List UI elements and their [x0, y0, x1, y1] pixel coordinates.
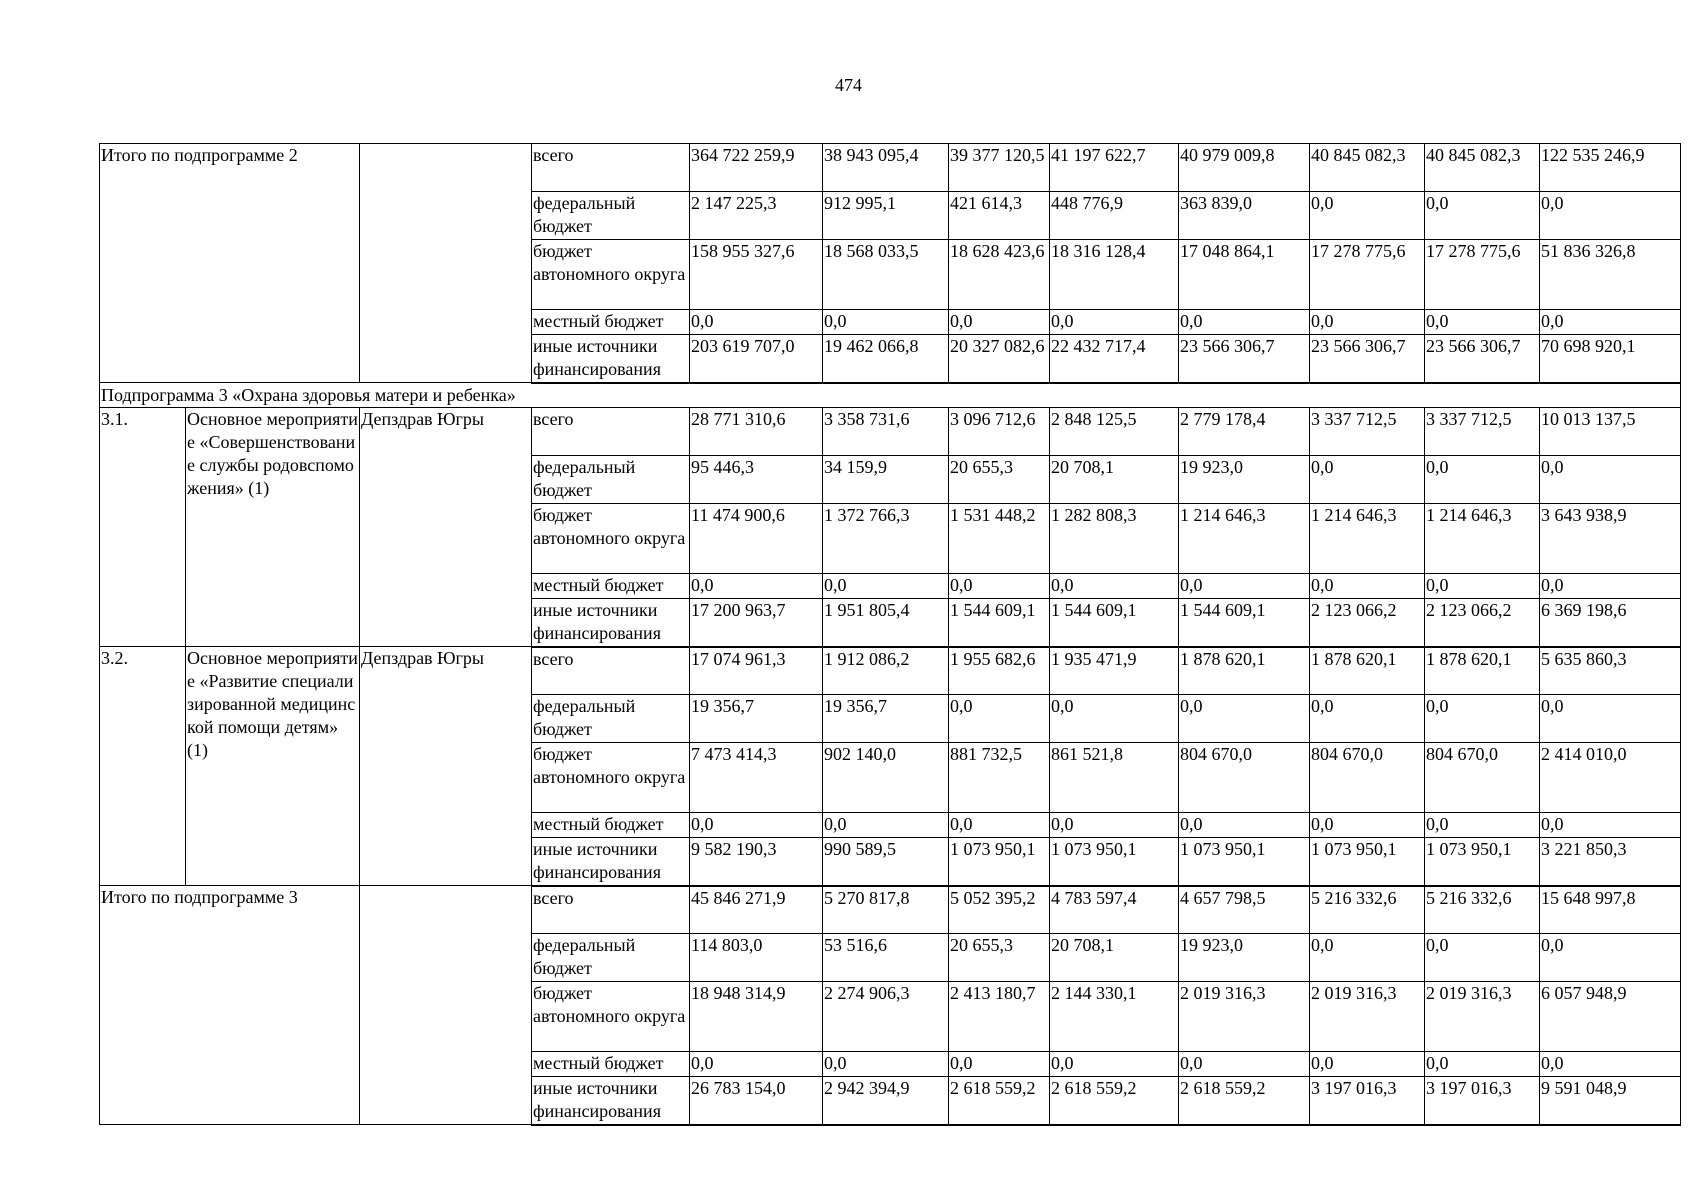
- amount-cell: 0,0: [949, 310, 1050, 335]
- amount-cell: 0,0: [1540, 813, 1681, 838]
- subprogram-title: Подпрограмма 3 «Охрана здоровья матери и ребенка»: [100, 383, 1681, 408]
- amount-cell: 0,0: [949, 574, 1050, 599]
- amount-cell: 1 951 805,4: [823, 599, 949, 647]
- amount-cell: 0,0: [1310, 574, 1425, 599]
- funding-source: федеральный бюджет: [532, 695, 690, 743]
- table-row: [100, 886, 1681, 934]
- amount-cell: 0,0: [1310, 456, 1425, 504]
- amount-cell: 3 221 850,3: [1540, 838, 1681, 886]
- amount-cell: 23 566 306,7: [1425, 335, 1540, 383]
- amount-cell: 1 544 609,1: [1179, 599, 1310, 647]
- amount-cell: 15 648 997,8: [1540, 886, 1681, 934]
- amount-cell: 53 516,6: [823, 934, 949, 982]
- amount-cell: 41 197 622,7: [1050, 144, 1179, 192]
- item-executor: Депздрав Югры: [360, 647, 532, 886]
- amount-cell: 19 462 066,8: [823, 335, 949, 383]
- amount-cell: 804 670,0: [1310, 743, 1425, 813]
- amount-cell: 114 803,0: [690, 934, 823, 982]
- amount-cell: 4 657 798,5: [1179, 886, 1310, 934]
- table-body: [100, 144, 1681, 1125]
- funding-source: федеральный бюджет: [532, 456, 690, 504]
- amount-cell: 17 278 775,6: [1310, 240, 1425, 310]
- amount-cell: 3 643 938,9: [1540, 504, 1681, 574]
- amount-cell: 0,0: [1425, 934, 1540, 982]
- funding-source: иные источники финансирования: [532, 838, 690, 886]
- amount-cell: 5 270 817,8: [823, 886, 949, 934]
- amount-cell: 19 923,0: [1179, 456, 1310, 504]
- item-executor: Депздрав Югры: [360, 408, 532, 647]
- amount-cell: 0,0: [1179, 813, 1310, 838]
- funding-source: местный бюджет: [532, 574, 690, 599]
- amount-cell: 0,0: [949, 813, 1050, 838]
- amount-cell: 2 123 066,2: [1425, 599, 1540, 647]
- amount-cell: 990 589,5: [823, 838, 949, 886]
- amount-cell: 51 836 326,8: [1540, 240, 1681, 310]
- table-row: [100, 144, 1681, 192]
- amount-cell: 0,0: [1540, 310, 1681, 335]
- amount-cell: 5 216 332,6: [1310, 886, 1425, 934]
- amount-cell: 0,0: [690, 574, 823, 599]
- amount-cell: 122 535 246,9: [1540, 144, 1681, 192]
- amount-cell: 0,0: [823, 1052, 949, 1077]
- subprogram-header-row: [100, 383, 1681, 408]
- amount-cell: 0,0: [1310, 934, 1425, 982]
- amount-cell: 19 356,7: [690, 695, 823, 743]
- amount-cell: 2 123 066,2: [1310, 599, 1425, 647]
- amount-cell: 17 278 775,6: [1425, 240, 1540, 310]
- funding-source: всего: [532, 408, 690, 456]
- funding-source: федеральный бюджет: [532, 192, 690, 240]
- amount-cell: 3 337 712,5: [1425, 408, 1540, 456]
- amount-cell: 0,0: [1050, 310, 1179, 335]
- amount-cell: 861 521,8: [1050, 743, 1179, 813]
- amount-cell: 2 413 180,7: [949, 982, 1050, 1052]
- funding-source: всего: [532, 647, 690, 695]
- amount-cell: 4 783 597,4: [1050, 886, 1179, 934]
- funding-source: бюджет автономного округа: [532, 504, 690, 574]
- amount-cell: 158 955 327,6: [690, 240, 823, 310]
- amount-cell: 2 414 010,0: [1540, 743, 1681, 813]
- amount-cell: 1 544 609,1: [949, 599, 1050, 647]
- amount-cell: 19 356,7: [823, 695, 949, 743]
- amount-cell: 0,0: [1310, 813, 1425, 838]
- amount-cell: 5 635 860,3: [1540, 647, 1681, 695]
- amount-cell: 3 096 712,6: [949, 408, 1050, 456]
- amount-cell: 421 614,3: [949, 192, 1050, 240]
- amount-cell: 19 923,0: [1179, 934, 1310, 982]
- amount-cell: 2 618 559,2: [1050, 1077, 1179, 1125]
- item-name: Основное мероприятие «Совершенствование службы родовспоможения» (1): [186, 408, 360, 647]
- amount-cell: 1 935 471,9: [1050, 647, 1179, 695]
- item-number: 3.1.: [100, 408, 186, 647]
- amount-cell: 0,0: [1425, 695, 1540, 743]
- amount-cell: 0,0: [1179, 695, 1310, 743]
- amount-cell: 0,0: [1310, 1052, 1425, 1077]
- amount-cell: 20 655,3: [949, 456, 1050, 504]
- amount-cell: 2 942 394,9: [823, 1077, 949, 1125]
- funding-source: иные источники финансирования: [532, 1077, 690, 1125]
- amount-cell: 0,0: [1179, 1052, 1310, 1077]
- amount-cell: 17 048 864,1: [1179, 240, 1310, 310]
- amount-cell: 40 845 082,3: [1310, 144, 1425, 192]
- amount-cell: 448 776,9: [1050, 192, 1179, 240]
- funding-source: иные источники финансирования: [532, 335, 690, 383]
- amount-cell: 95 446,3: [690, 456, 823, 504]
- amount-cell: 9 582 190,3: [690, 838, 823, 886]
- funding-source: бюджет автономного округа: [532, 240, 690, 310]
- amount-cell: 23 566 306,7: [1179, 335, 1310, 383]
- amount-cell: 39 377 120,5: [949, 144, 1050, 192]
- funding-source: бюджет автономного округа: [532, 982, 690, 1052]
- amount-cell: 1 955 682,6: [949, 647, 1050, 695]
- amount-cell: 364 722 259,9: [690, 144, 823, 192]
- amount-cell: 0,0: [690, 1052, 823, 1077]
- amount-cell: 0,0: [949, 1052, 1050, 1077]
- amount-cell: 1 912 086,2: [823, 647, 949, 695]
- amount-cell: 0,0: [949, 695, 1050, 743]
- amount-cell: 0,0: [1425, 456, 1540, 504]
- table-row: [100, 647, 1681, 695]
- amount-cell: 1 214 646,3: [1179, 504, 1310, 574]
- amount-cell: 17 200 963,7: [690, 599, 823, 647]
- amount-cell: 0,0: [1310, 310, 1425, 335]
- funding-source: бюджет автономного округа: [532, 743, 690, 813]
- amount-cell: 0,0: [1050, 574, 1179, 599]
- amount-cell: 804 670,0: [1425, 743, 1540, 813]
- amount-cell: 9 591 048,9: [1540, 1077, 1681, 1125]
- amount-cell: 0,0: [1540, 456, 1681, 504]
- funding-source: местный бюджет: [532, 310, 690, 335]
- amount-cell: 2 144 330,1: [1050, 982, 1179, 1052]
- amount-cell: 20 708,1: [1050, 934, 1179, 982]
- amount-cell: 3 197 016,3: [1310, 1077, 1425, 1125]
- amount-cell: 2 618 559,2: [949, 1077, 1050, 1125]
- amount-cell: 3 358 731,6: [823, 408, 949, 456]
- amount-cell: 1 372 766,3: [823, 504, 949, 574]
- amount-cell: 11 474 900,6: [690, 504, 823, 574]
- funding-source: местный бюджет: [532, 1052, 690, 1077]
- amount-cell: 1 073 950,1: [949, 838, 1050, 886]
- subprogram-total-label: Итого по подпрограмме 3: [100, 886, 360, 1125]
- amount-cell: 45 846 271,9: [690, 886, 823, 934]
- amount-cell: 804 670,0: [1179, 743, 1310, 813]
- financing-table: [99, 143, 1681, 1126]
- amount-cell: 20 327 082,6: [949, 335, 1050, 383]
- amount-cell: 0,0: [1540, 934, 1681, 982]
- amount-cell: 0,0: [1540, 574, 1681, 599]
- amount-cell: 0,0: [1050, 813, 1179, 838]
- amount-cell: 18 628 423,6: [949, 240, 1050, 310]
- amount-cell: 1 214 646,3: [1425, 504, 1540, 574]
- amount-cell: 0,0: [1179, 574, 1310, 599]
- amount-cell: 2 019 316,3: [1310, 982, 1425, 1052]
- amount-cell: 0,0: [1425, 813, 1540, 838]
- amount-cell: 1 544 609,1: [1050, 599, 1179, 647]
- amount-cell: 0,0: [823, 310, 949, 335]
- amount-cell: 902 140,0: [823, 743, 949, 813]
- amount-cell: 28 771 310,6: [690, 408, 823, 456]
- amount-cell: 881 732,5: [949, 743, 1050, 813]
- amount-cell: 40 845 082,3: [1425, 144, 1540, 192]
- amount-cell: 0,0: [690, 813, 823, 838]
- amount-cell: 3 337 712,5: [1310, 408, 1425, 456]
- amount-cell: 3 197 016,3: [1425, 1077, 1540, 1125]
- amount-cell: 7 473 414,3: [690, 743, 823, 813]
- amount-cell: 70 698 920,1: [1540, 335, 1681, 383]
- amount-cell: 0,0: [1310, 192, 1425, 240]
- amount-cell: 22 432 717,4: [1050, 335, 1179, 383]
- amount-cell: 203 619 707,0: [690, 335, 823, 383]
- amount-cell: 2 019 316,3: [1179, 982, 1310, 1052]
- amount-cell: 6 057 948,9: [1540, 982, 1681, 1052]
- amount-cell: 2 779 178,4: [1179, 408, 1310, 456]
- executor-cell: [360, 144, 532, 383]
- funding-source: всего: [532, 144, 690, 192]
- amount-cell: 2 019 316,3: [1425, 982, 1540, 1052]
- executor-cell: [360, 886, 532, 1125]
- amount-cell: 18 948 314,9: [690, 982, 823, 1052]
- amount-cell: 5 052 395,2: [949, 886, 1050, 934]
- amount-cell: 1 073 950,1: [1050, 838, 1179, 886]
- amount-cell: 0,0: [690, 310, 823, 335]
- amount-cell: 2 147 225,3: [690, 192, 823, 240]
- item-name: Основное мероприятие «Развитие специализированной медицинской помощи детям» (1): [186, 647, 360, 886]
- amount-cell: 1 531 448,2: [949, 504, 1050, 574]
- amount-cell: 6 369 198,6: [1540, 599, 1681, 647]
- amount-cell: 40 979 009,8: [1179, 144, 1310, 192]
- amount-cell: 0,0: [1310, 695, 1425, 743]
- amount-cell: 0,0: [823, 813, 949, 838]
- item-number: 3.2.: [100, 647, 186, 886]
- amount-cell: 1 878 620,1: [1310, 647, 1425, 695]
- amount-cell: 0,0: [1425, 192, 1540, 240]
- amount-cell: 1 878 620,1: [1179, 647, 1310, 695]
- amount-cell: 0,0: [1050, 695, 1179, 743]
- amount-cell: 38 943 095,4: [823, 144, 949, 192]
- amount-cell: 2 848 125,5: [1050, 408, 1179, 456]
- amount-cell: 0,0: [1425, 310, 1540, 335]
- amount-cell: 0,0: [1050, 1052, 1179, 1077]
- amount-cell: 0,0: [823, 574, 949, 599]
- amount-cell: 1 073 950,1: [1179, 838, 1310, 886]
- amount-cell: 20 655,3: [949, 934, 1050, 982]
- amount-cell: 23 566 306,7: [1310, 335, 1425, 383]
- amount-cell: 363 839,0: [1179, 192, 1310, 240]
- amount-cell: 1 073 950,1: [1425, 838, 1540, 886]
- funding-source: местный бюджет: [532, 813, 690, 838]
- funding-source: иные источники финансирования: [532, 599, 690, 647]
- amount-cell: 2 618 559,2: [1179, 1077, 1310, 1125]
- amount-cell: 1 073 950,1: [1310, 838, 1425, 886]
- amount-cell: 5 216 332,6: [1425, 886, 1540, 934]
- amount-cell: 18 568 033,5: [823, 240, 949, 310]
- amount-cell: 17 074 961,3: [690, 647, 823, 695]
- amount-cell: 0,0: [1540, 192, 1681, 240]
- funding-source: федеральный бюджет: [532, 934, 690, 982]
- amount-cell: 2 274 906,3: [823, 982, 949, 1052]
- amount-cell: 1 282 808,3: [1050, 504, 1179, 574]
- page-number: 474: [835, 75, 862, 95]
- amount-cell: 0,0: [1540, 1052, 1681, 1077]
- subprogram-total-label: Итого по подпрограмме 2: [100, 144, 360, 383]
- amount-cell: 20 708,1: [1050, 456, 1179, 504]
- amount-cell: 0,0: [1425, 574, 1540, 599]
- amount-cell: 1 214 646,3: [1310, 504, 1425, 574]
- funding-source: всего: [532, 886, 690, 934]
- amount-cell: 10 013 137,5: [1540, 408, 1681, 456]
- amount-cell: 18 316 128,4: [1050, 240, 1179, 310]
- amount-cell: 0,0: [1540, 695, 1681, 743]
- amount-cell: 912 995,1: [823, 192, 949, 240]
- amount-cell: 0,0: [1179, 310, 1310, 335]
- amount-cell: 1 878 620,1: [1425, 647, 1540, 695]
- amount-cell: 34 159,9: [823, 456, 949, 504]
- amount-cell: 0,0: [1425, 1052, 1540, 1077]
- table-row: [100, 408, 1681, 456]
- amount-cell: 26 783 154,0: [690, 1077, 823, 1125]
